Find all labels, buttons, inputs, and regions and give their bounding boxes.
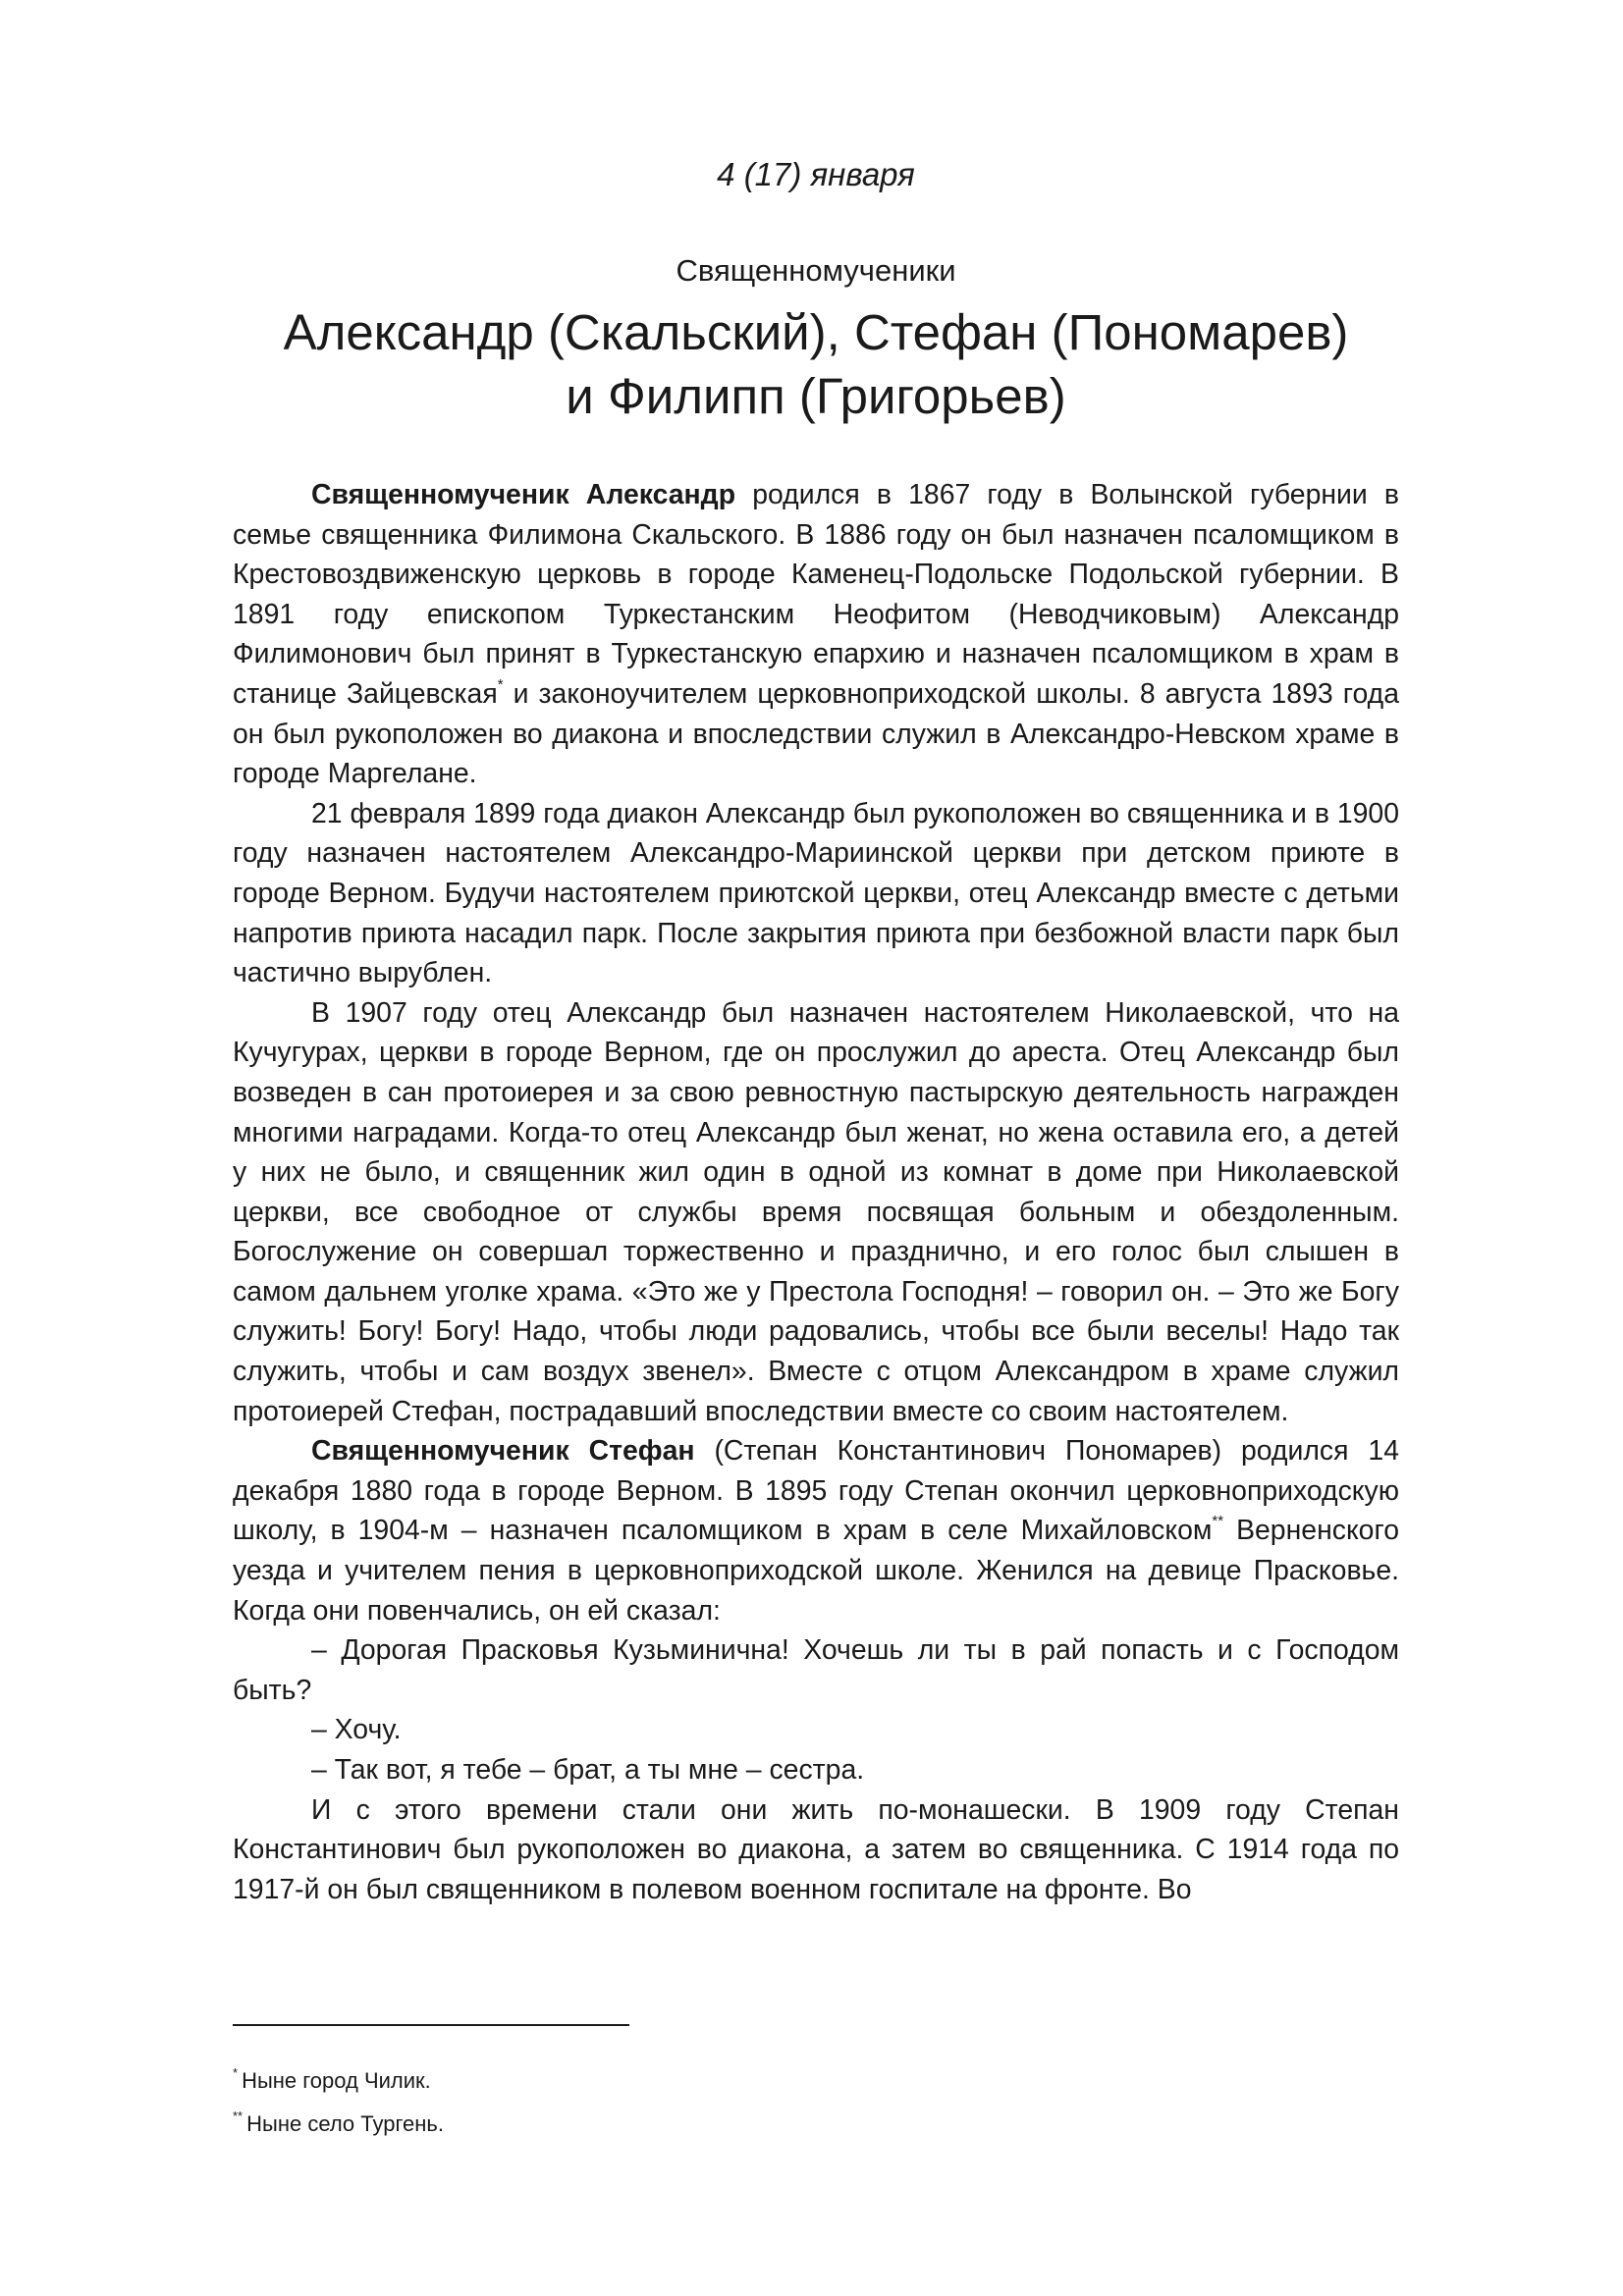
footnote-mark: ** bbox=[233, 2109, 243, 2123]
page-title bbox=[233, 300, 1399, 428]
footnote-text: Ныне город Чилик. bbox=[242, 2068, 431, 2093]
feast-date: 4 (17) января bbox=[717, 156, 915, 192]
dialogue-line: – Дорогая Прасковья Кузьминична! Хочешь ли ты в рай попасть и с Господом быть? bbox=[233, 1634, 1399, 1706]
footnote-item bbox=[233, 2103, 1018, 2146]
title-line-1: Александр (Скальский), Стефан (Пономарев) bbox=[283, 304, 1349, 360]
paragraph-text: Верненского уезда и учителем пения в церковноприходской школе. Женился на девице Прасковье. Когда они повенчались, он ей сказал: bbox=[233, 1515, 1399, 1627]
footnote-marker[interactable]: * bbox=[497, 675, 504, 693]
paragraph: И с этого времени стали они жить по-монашески. В 1909 году Степан Константинович был рукоположен во диакона, а затем во священника. С 1914 года по 1917-й он был священником в полевом военном госпитале на фронте. Во bbox=[233, 1793, 1399, 1905]
dialogue-line: – Хочу. bbox=[311, 1714, 402, 1746]
saints-category: Священномученики bbox=[676, 253, 956, 288]
footnote-item bbox=[233, 2059, 1018, 2103]
paragraph: В 1907 году отец Александр был назначен настоятелем Николаевской, что на Кучугурах, церкви в городе Верном, где он прослужил до ареста. Отец Александр был возведен в сан протоиерея и за свою ревностную пастырскую деятельность награжден многими наградами. Когда-то отец Александр был женат, но жена оставила его, а детей у них не было, и священник жил один в одной из комнат в доме при Николаевской церкви, все свободное от службы время посвящая больным и обездоленным. Богослужение он совершал торжественно и празднично, и его голос был слышен в самом дальнем уголке храма. «Это же у Престола Господня! – говорил он. – Это же Богу служить! Богу! Богу! Надо, чтобы люди радовались, чтобы все были веселы! Надо так служить, чтобы и сам воздух звенел». Вместе с отцом Александром в храме служил протоиерей Стефан, пострадавший впоследствии вместе со своим настоятелем. bbox=[233, 996, 1399, 1427]
dialogue-line: – Так вот, я тебе – брат, а ты мне – сестра. bbox=[311, 1754, 865, 1786]
paragraph-text: (Степан Константинович Пономарев) родился 14 декабря 1880 года в городе Верном. В 1895 году Степан окончил церковноприходскую школу, в 1904-м – назначен псаломщиком в храм в селе Михайловском bbox=[233, 1435, 1399, 1547]
footnotes bbox=[233, 2059, 1018, 2146]
document-page bbox=[233, 0, 1399, 2296]
footnote-text: Ныне село Тургень. bbox=[246, 2111, 444, 2136]
paragraph-text: и законоучителем церковноприходской школы. 8 августа 1893 года он был рукоположен во диакона и впоследствии служил в Александро-Невском храме в городе Маргелане. bbox=[233, 677, 1399, 790]
paragraph-alexander bbox=[233, 475, 1399, 794]
bold-lead-alexander: Священномученик Александр bbox=[311, 479, 736, 510]
paragraph-text: родился в 1867 году в Волынской губернии в семье священника Филимона Скальского. В 1886 году он был назначен псаломщиком в Крестовоздвиженскую церковь в городе Каменец-Подольске Подольской губернии. В 1891 году епископом Туркестанским Неофитом (Неводчиковым) Александр Филимонович был принят в Туркестанскую епархию и назначен псаломщиком в храм в станице Зайцевская bbox=[233, 479, 1399, 710]
bold-lead-stefan: Священномученик Стефан bbox=[311, 1435, 695, 1468]
paragraph: 21 февраля 1899 года диакон Александр был рукоположен во священника и в 1900 году назначен настоятелем Александро-Мариинской церкви при детском приюте в городе Верном. Будучи настоятелем приютской церкви, отец Александр вместе с детьми напротив приюта насадил парк. После закрытия приюта при безбожной власти парк был частично вырублен. bbox=[233, 797, 1399, 989]
title-line-2: и Филипп (Григорьев) bbox=[566, 368, 1066, 424]
footnote-divider bbox=[233, 2024, 629, 2026]
paragraph-stefan bbox=[233, 1431, 1399, 1630]
footnote-marker[interactable]: ** bbox=[1212, 1513, 1224, 1530]
article-body bbox=[233, 475, 1399, 1909]
footnote-mark: * bbox=[233, 2065, 239, 2080]
